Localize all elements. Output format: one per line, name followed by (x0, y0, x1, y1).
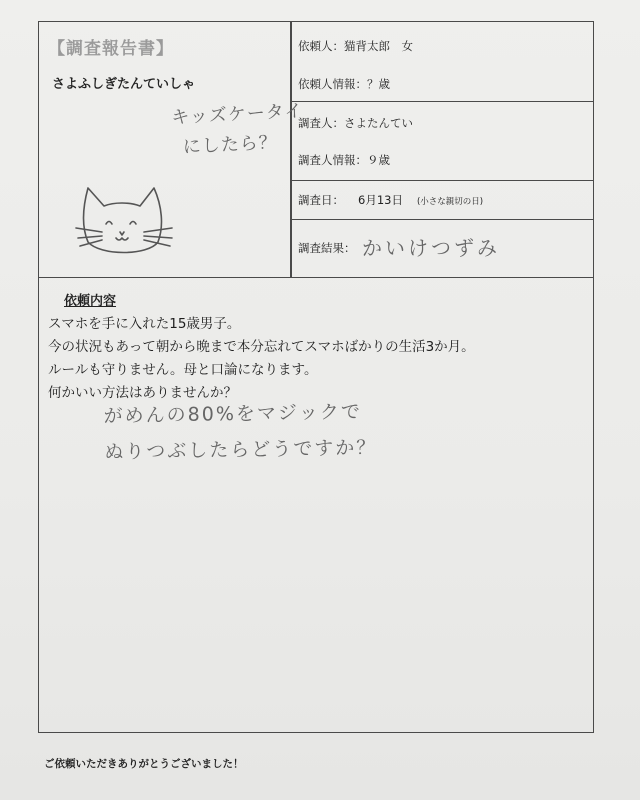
investigator-info-field: 調査人情報：９歳 (298, 153, 390, 167)
request-line: ルールも守りません。母と口論になります。 (48, 362, 318, 378)
answer-line2: ぬりつぶしたらどうですか？ (104, 436, 378, 464)
investigator-field: 調査人：さよたんてい (298, 116, 413, 130)
cat-face-icon (74, 180, 174, 260)
handwritten-suggestion-line2: にしたら？ (182, 131, 279, 158)
request-body (48, 313, 475, 405)
investigator-box (290, 101, 594, 181)
client-field: 依頼人：猫背太郎 女 (298, 39, 413, 53)
request-heading: 依頼内容 (64, 294, 117, 309)
result-handwritten: かいけつずみ (362, 236, 500, 260)
answer-line1: がめんの80%をマジックで (103, 400, 363, 428)
date-note: (小さな親切の日) (416, 197, 484, 207)
result-label: 調査結果： (298, 241, 356, 255)
report-title: 【調査報告書】 (48, 39, 174, 59)
client-info-field: 依頼人情報：？歳 (298, 77, 390, 91)
date-value: 6月13日 (358, 193, 403, 207)
reporter-name: さよふしぎたんていしゃ (52, 77, 196, 92)
date-label: 調査日： (298, 193, 344, 207)
request-line: 今の状況もあって朝から晩まで本分忘れてスマホばかりの生活3か月。 (48, 339, 475, 355)
request-line: 何かいい方法はありませんか？ (48, 385, 237, 401)
thanks-message: ご依頼いただきありがとうございました！ (44, 758, 244, 770)
handwritten-answer (103, 394, 377, 471)
request-line: スマホを手に入れた15歳男子。 (48, 316, 241, 332)
handwritten-suggestion-line1: キッズケータイ (170, 100, 304, 129)
handwritten-suggestion (171, 97, 306, 164)
date-field (298, 192, 483, 208)
